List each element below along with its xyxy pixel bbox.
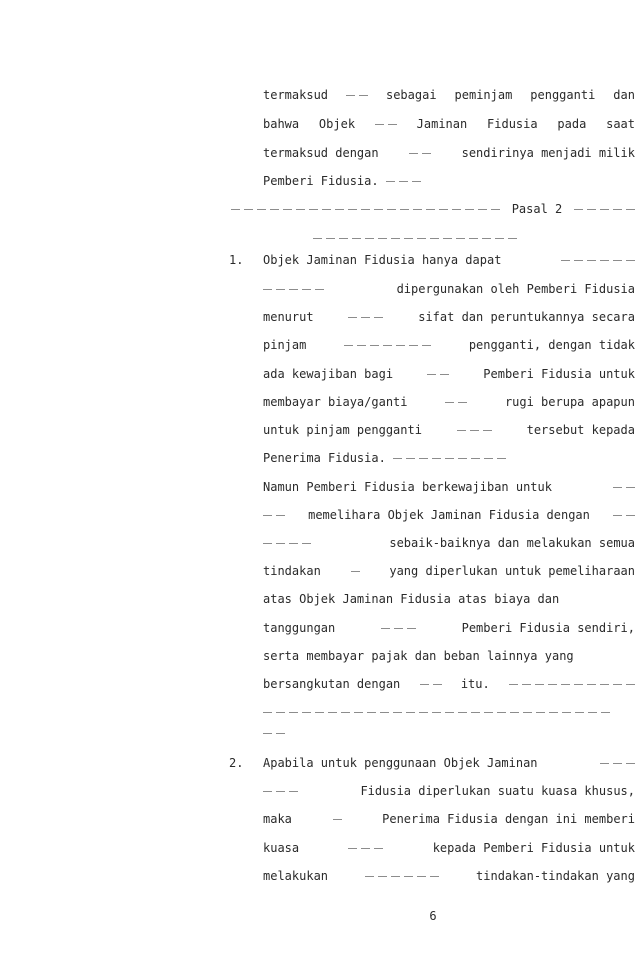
item-number: 2. bbox=[229, 756, 244, 770]
filler-dashes bbox=[409, 153, 431, 154]
filler-line bbox=[313, 230, 635, 246]
text-segment: yang diperlukan untuk pemeliharaan bbox=[389, 564, 635, 578]
filler-dashes bbox=[263, 733, 285, 734]
filler-dashes bbox=[348, 848, 383, 849]
filler-dashes bbox=[263, 515, 285, 516]
filler-dashes bbox=[386, 181, 421, 182]
text-segment: sendirinya menjadi milik bbox=[461, 146, 635, 160]
text-segment: Pemberi Fidusia. bbox=[263, 174, 379, 188]
filler-dashes bbox=[445, 402, 467, 403]
filler-dashes bbox=[600, 763, 635, 764]
text-line bbox=[263, 620, 635, 636]
pasal-title: Pasal 2 bbox=[511, 202, 563, 216]
text-segment: sebagai bbox=[385, 88, 437, 102]
text-segment: bahwa bbox=[263, 117, 300, 131]
text-segment: dan bbox=[613, 88, 635, 102]
text-segment: atas Objek Jaminan Fidusia atas biaya dan bbox=[263, 592, 560, 606]
filler-dashes bbox=[346, 95, 368, 96]
text-segment: Pemberi Fidusia sendiri, bbox=[461, 621, 635, 635]
word: termaksud bbox=[263, 88, 329, 102]
text-segment: memelihara Objek Jaminan Fidusia dengan bbox=[308, 508, 590, 522]
text-segment: Namun Pemberi Fidusia berkewajiban untuk bbox=[263, 480, 552, 494]
text-line bbox=[263, 840, 635, 856]
text-segment: dipergunakan oleh Pemberi Fidusia bbox=[396, 282, 635, 296]
filler-dashes bbox=[393, 458, 506, 459]
text-line bbox=[263, 252, 635, 268]
filler-dashes bbox=[344, 345, 431, 346]
text-line bbox=[263, 755, 635, 771]
text-segment: itu. bbox=[460, 677, 490, 691]
filler-dashes bbox=[509, 684, 635, 685]
filler-dashes bbox=[613, 515, 635, 516]
text-line bbox=[263, 507, 635, 523]
text-segment: sifat dan peruntukannya secara bbox=[418, 310, 635, 324]
text-segment: Objek Jaminan Fidusia hanya dapat bbox=[263, 253, 502, 267]
filler-dashes bbox=[351, 571, 360, 572]
filler-dashes bbox=[348, 317, 383, 318]
filler-line bbox=[263, 704, 635, 720]
filler-line bbox=[263, 725, 635, 741]
text-segment: termaksud dengan bbox=[263, 146, 379, 160]
section-heading bbox=[231, 201, 635, 217]
text-segment: Jaminan bbox=[416, 117, 468, 131]
text-line bbox=[263, 783, 635, 799]
filler-dashes bbox=[263, 289, 324, 290]
text-segment: peminjam bbox=[454, 88, 513, 102]
text-segment: menurut bbox=[263, 310, 314, 324]
text-segment: tersebut kepada bbox=[526, 423, 635, 437]
text-segment: Penerima Fidusia. bbox=[263, 451, 386, 465]
text-segment: kepada Pemberi Fidusia untuk bbox=[432, 841, 635, 855]
text-line bbox=[263, 337, 635, 353]
text-segment: pengganti bbox=[530, 88, 596, 102]
text-segment: Fidusia diperlukan suatu kuasa khusus, bbox=[360, 784, 635, 798]
text-line bbox=[263, 87, 635, 103]
text-line bbox=[263, 394, 635, 410]
text-line bbox=[263, 145, 635, 161]
filler-dashes bbox=[333, 819, 342, 820]
text-line bbox=[263, 366, 635, 382]
text-line bbox=[263, 281, 635, 297]
text-segment: tindakan-tindakan yang bbox=[476, 869, 635, 883]
text-segment: pinjam bbox=[263, 338, 307, 352]
text-segment: Fidusia bbox=[487, 117, 538, 131]
text-segment: untuk pinjam pengganti bbox=[263, 423, 422, 437]
filler-dashes bbox=[375, 124, 397, 125]
text-line bbox=[263, 811, 635, 827]
text-segment: saat bbox=[606, 117, 635, 131]
filler-dashes bbox=[263, 791, 298, 792]
filler-dashes bbox=[574, 209, 635, 210]
text-segment: bersangkutan dengan bbox=[263, 677, 401, 691]
filler-dashes bbox=[427, 374, 449, 375]
filler-dashes bbox=[313, 238, 517, 239]
item-number: 1. bbox=[229, 253, 244, 267]
filler-dashes bbox=[457, 430, 492, 431]
text-segment: tindakan bbox=[263, 564, 321, 578]
text-line bbox=[263, 479, 635, 495]
filler-dashes bbox=[561, 260, 635, 261]
text-segment: melakukan bbox=[263, 869, 329, 883]
page-number: 6 bbox=[429, 909, 437, 923]
text-segment: maka bbox=[263, 812, 292, 826]
filler-dashes bbox=[420, 684, 442, 685]
text-segment: ada kewajiban bagi bbox=[263, 367, 394, 381]
text-line bbox=[263, 309, 635, 325]
filler-dashes bbox=[613, 487, 635, 488]
text-segment: sebaik-baiknya dan melakukan semua bbox=[389, 536, 635, 550]
text-segment: kuasa bbox=[263, 841, 300, 855]
text-segment: pada bbox=[557, 117, 587, 131]
text-line bbox=[263, 868, 635, 884]
text-line bbox=[263, 422, 635, 438]
text-segment: Pemberi Fidusia untuk bbox=[483, 367, 635, 381]
text-segment: Apabila untuk penggunaan Objek Jaminan bbox=[263, 756, 538, 770]
text-line bbox=[263, 563, 635, 579]
text-segment: Penerima Fidusia dengan ini memberi bbox=[382, 812, 635, 826]
text-segment: tanggungan bbox=[263, 621, 336, 635]
text-line bbox=[263, 535, 635, 551]
text-line bbox=[263, 676, 635, 692]
filler-dashes bbox=[381, 628, 416, 629]
text-segment: serta membayar pajak dan beban lainnya yang bbox=[263, 649, 574, 663]
filler-dashes bbox=[231, 209, 500, 210]
filler-dashes bbox=[263, 712, 610, 713]
text-segment: rugi berupa apapun bbox=[504, 395, 635, 409]
text-line bbox=[263, 591, 635, 607]
text-line bbox=[263, 648, 635, 664]
filler-dashes bbox=[365, 876, 439, 877]
text-line bbox=[263, 116, 635, 132]
text-segment: membayar biaya/ganti bbox=[263, 395, 408, 409]
text-segment: pengganti, dengan tidak bbox=[468, 338, 635, 352]
text-line bbox=[263, 173, 635, 189]
filler-dashes bbox=[263, 543, 311, 544]
text-line bbox=[263, 450, 635, 466]
text-segment: Objek bbox=[318, 117, 356, 131]
